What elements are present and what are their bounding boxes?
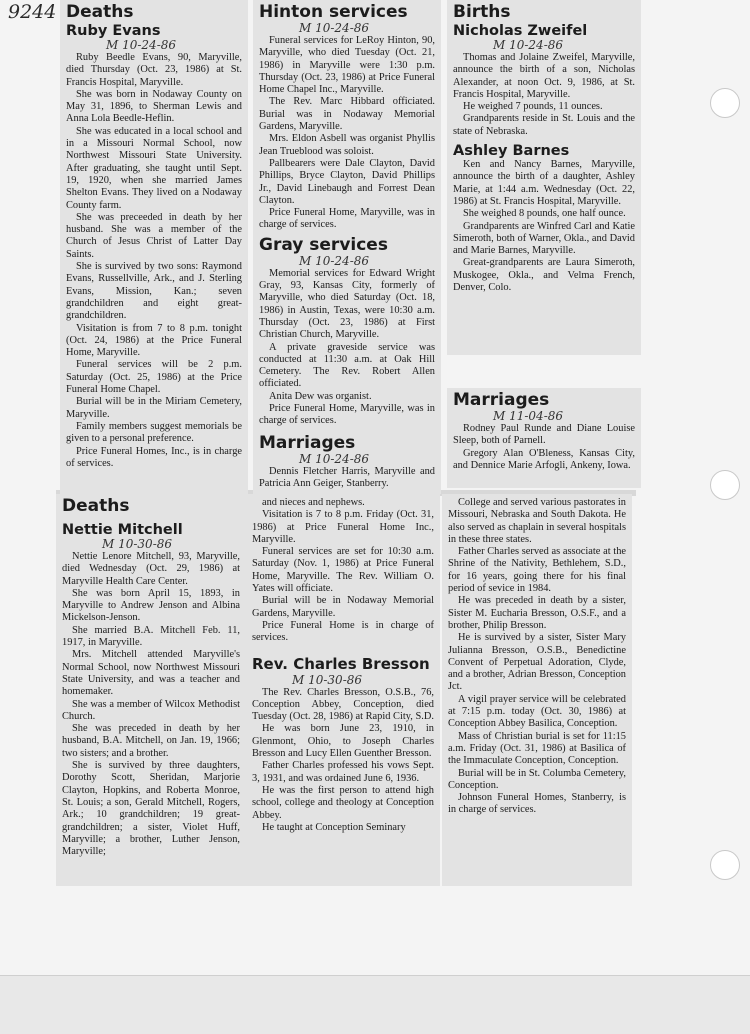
clipping-ruby-evans: [60, 0, 248, 494]
clipping-births: [447, 0, 641, 355]
article-paragraph: She was a member of Wilcox Methodist Church.: [62, 698, 240, 722]
birth-name: Nicholas Zweifel: [453, 23, 588, 39]
article-paragraph: He weighed 7 pounds, 11 ounces.: [463, 101, 603, 113]
birth-name: Ashley Barnes: [453, 143, 570, 160]
article-paragraph: He was the first person to attend high school, college and theology at Conception Abbey.: [252, 784, 434, 821]
clipping-nettie-mitchell: [56, 494, 246, 886]
article-paragraph: A vigil prayer service will be celebrated at 7:15 p.m. today (Oct. 30, 1986) at Conception Abbey Basilica, Conception.: [448, 693, 626, 730]
article-body: [66, 52, 242, 470]
article-paragraph: Johnson Funeral Homes, Stanberry, is in charge of services.: [448, 792, 626, 816]
section-heading: Births: [453, 2, 511, 22]
article-paragraph: She weighed 8 pounds, one half ounce.: [463, 208, 626, 220]
handwritten-date: M 10-24-86: [106, 38, 177, 52]
article-paragraph: She was born April 15, 1893, in Maryville to Andrew Jenson and Albina Mickelson-Jenson.: [62, 587, 240, 624]
article-paragraph: Burial will be in the Miriam Cemetery, Maryville.: [66, 396, 242, 420]
article-body: [448, 497, 626, 817]
section-heading: Deaths: [66, 2, 134, 22]
article-paragraph: and nieces and nephews.: [262, 497, 365, 508]
article-paragraph: Memorial services for Edward Wright Gray, 93, Kansas City, formerly of Maryville, who died Saturday (Oct. 18, 1986) in Austin, Texas, were 10:30 a.m. Thursday (Oct. 23, 1986) at First Christian Church, Maryville.: [259, 267, 435, 341]
punch-hole: [710, 470, 740, 500]
article-paragraph: The Rev. Charles Bresson, O.S.B., 76, Conception Abbey, Conception, died Tuesday (Oct. 28, 1986) at Rapid City, S.D.: [252, 686, 434, 723]
obituary-name: Ruby Evans: [66, 23, 161, 39]
punch-hole: [710, 850, 740, 880]
article-paragraph: Pallbearers were Dale Clayton, David Phillips, Bryce Clayton, David Phillips Jr., David Linebaugh and Forrest Dean Clayton.: [259, 157, 435, 206]
obituary-name: Nettie Mitchell: [62, 522, 183, 538]
clipping-hinton-gray: [253, 0, 441, 494]
article-paragraph: Nettie Lenore Mitchell, 93, Maryville, died Wednesday (Oct. 29, 1986) at Maryville Health Care Center.: [62, 551, 240, 587]
article-paragraph: Grandparents are Winfred Carl and Katie Simeroth, both of Warner, Okla., and David and Marie Barnes, Maryville.: [453, 220, 635, 257]
article-paragraph: Grandparents reside in St. Louis and the state of Nebraska.: [453, 113, 635, 137]
section-heading: Deaths: [62, 496, 130, 516]
article-paragraph: The Rev. Marc Hibbard officiated. Burial was in Nodaway Memorial Gardens, Maryville.: [259, 96, 435, 133]
article-paragraph: She is survived by three daughters, Dorothy Scott, Sheridan, Marjorie Clayton, Hopkins, and Roberta Monroe, St. Louis; a son, Gerald Mitchell, Rogers, Ark.; 10 grandchildren; 19 great-grandchildren; a sister, Violet Huff, Maryville; a brother, Luther Jenson, Maryville;: [62, 760, 240, 858]
article-paragraph: Thomas and Jolaine Zweifel, Maryville, announce the birth of a son, Nicholas Alexander, at noon Oct. 9, 1986, at St. Francis Hospital, Maryville.: [453, 52, 635, 100]
article-paragraph: Mrs. Eldon Asbell was organist Phyllis Jean Trueblood was soloist.: [259, 133, 435, 157]
article-body: [453, 423, 635, 472]
clipping-bresson-continued: [442, 494, 632, 886]
section-heading: Rev. Charles Bresson: [252, 654, 430, 673]
article-paragraph: Price Funeral Home, Maryville, was in charge of services.: [259, 403, 435, 427]
article-paragraph: Funeral services are set for 10:30 a.m. Saturday (Nov. 1, 1986) at Price Funeral Home, Maryville. The Rev. William O. Yates will officiate.: [252, 546, 434, 595]
article-paragraph: Funeral services will be 2 p.m. Saturday (Oct. 25, 1986) at the Price Funeral Home Chapel.: [66, 359, 242, 396]
article-paragraph: Visitation is 7 to 8 p.m. Friday (Oct. 31, 1986) at Price Funeral Home Inc., Maryville.: [252, 509, 434, 545]
article-paragraph: Father Charles professed his vows Sept. 3, 1931, and was ordained June 6, 1936.: [252, 760, 434, 784]
article-body: [259, 268, 435, 428]
article-paragraph: She is survived by two sons: Raymond Evans, Russellville, Ark., and J. Sterling Evans, Mission, Kan.; seven grandchildren and eight great-grandchildren.: [66, 261, 242, 322]
article-paragraph: Family members suggest memorials be given to a personal preference.: [66, 420, 242, 445]
article-paragraph: Ken and Nancy Barnes, Maryville, announce the birth of a daughter, Ashley Marie, at 1:44 a.m. Wednesday (Oct. 22, 1986) at St. Francis Hospital, Maryville.: [453, 159, 635, 207]
article-paragraph: She was born in Nodaway County on May 31, 1896, to Sherman Lewis and Anna Lola Beedle-Heflin.: [66, 88, 242, 125]
punch-hole: [710, 88, 740, 118]
article-body: [453, 159, 635, 294]
handwritten-date: M 11-04-86: [493, 409, 564, 423]
article-paragraph: He is survived by a sister, Sister Mary Julianna Bresson, O.S.B., Benedictine Convent of Perpetual Adoration, Clyde, and a brother, Adrian Bresson, Conception Jct.: [448, 632, 626, 693]
clipping-mitchell-bresson: [246, 494, 440, 886]
article-paragraph: Funeral services for LeRoy Hinton, 90, Maryville, who died Tuesday (Oct. 21, 1986) in Maryville were 1:30 p.m. Thursday (Oct. 23, 1986) at Price Funeral Home Chapel Inc., Maryville.: [259, 35, 435, 96]
article-paragraph: Ruby Beedle Evans, 90, Maryville, died Thursday (Oct. 23, 1986) at St. Francis Hospital, Maryville.: [66, 52, 242, 88]
article-body: [62, 551, 240, 858]
article-paragraph: He was born June 23, 1910, in Glenmont, Ohio, to Joseph Charles Bresson and Lucy Ellen Guenther Bresson.: [252, 723, 434, 760]
article-body: [252, 497, 434, 645]
article-paragraph: Mass of Christian burial is set for 11:15 a.m. Friday (Oct. 31, 1986) at Basilica of the Immaculate Conception, Conception.: [448, 730, 626, 767]
article-paragraph: She was preceeded in death by her husband. She was a member of the Church of Jesus Christ of Latter Day Saints.: [66, 211, 242, 260]
article-paragraph: Gregory Alan O'Bleness, Kansas City, and Dennice Marie Arfogli, Ankeny, Iowa.: [453, 447, 635, 471]
article-paragraph: A private graveside service was conducted at 11:30 a.m. at Oak Hill Cemetery. The Rev. Robert Allen officiated.: [259, 341, 435, 390]
article-paragraph: Great-grandparents are Laura Simeroth, Muskogee, Okla., and Velma French, Denver, Colo.: [453, 257, 635, 294]
section-heading: Marriages: [259, 432, 356, 453]
section-heading: Hinton services: [259, 2, 408, 22]
article-paragraph: Rodney Paul Runde and Diane Louise Sleep, both of Parnell.: [453, 423, 635, 447]
section-heading: Gray services: [259, 234, 388, 255]
article-paragraph: Anita Dew was organist.: [269, 390, 372, 402]
article-paragraph: Father Charles served as associate at the Shrine of the Nativity, Bethlehem, S.D., for 16 years, going there for his final period of sevice in 1984.: [448, 546, 626, 595]
section-heading: Marriages: [453, 390, 550, 410]
handwritten-date: M 10-24-86: [299, 253, 370, 268]
article-paragraph: Dennis Fletcher Harris, Maryville and Patricia Ann Geiger, Stanberry.: [259, 465, 435, 489]
article-body: [259, 35, 435, 232]
article-paragraph: College and served various pastorates in Missouri, Nebraska and South Dakota. He also served as chaplain in several hospitals in these three states.: [448, 497, 626, 545]
article-paragraph: Mrs. Mitchell attended Maryville's Normal School, now Northwest Missouri State University, and was a teacher and homemaker.: [62, 649, 240, 698]
article-paragraph: Burial will be in Nodaway Memorial Gardens, Maryville.: [252, 595, 434, 619]
article-paragraph: She was preceded in death by her husband, B.A. Mitchell, on Jan. 19, 1966; two sisters; and a brother.: [62, 723, 240, 759]
handwritten-date: M 10-24-86: [299, 21, 370, 35]
article-paragraph: She married B.A. Mitchell Feb. 11, 1917, in Maryville.: [62, 624, 240, 649]
handwritten-date: M 10-24-86: [493, 38, 564, 52]
article-paragraph: Price Funeral Home is in charge of services.: [252, 619, 434, 644]
page-bottom-edge: [0, 975, 750, 1034]
article-body: [259, 466, 435, 491]
handwritten-date: M 10-30-86: [292, 672, 363, 687]
article-paragraph: Price Funeral Home, Maryville, was in charge of services.: [259, 207, 435, 231]
handwritten-date: M 10-24-86: [299, 451, 370, 466]
article-paragraph: Price Funeral Homes, Inc., is in charge of services.: [66, 445, 242, 469]
article-paragraph: Visitation is from 7 to 8 p.m. tonight (Oct. 24, 1986) at the Price Funeral Home, Maryville.: [66, 322, 242, 359]
article-body: [252, 687, 434, 835]
article-body: [453, 52, 635, 138]
article-paragraph: She was educated in a local school and in a Missouri Normal School, now Northwest Missouri State University. After graduating, she taught until Sept. 19, 1920, when she married James Shelton Evans. They lived on a Nodaway County farm.: [66, 125, 242, 211]
clipping-marriages: [447, 388, 641, 488]
handwritten-date: M 10-30-86: [102, 537, 173, 551]
file-number: 9244: [8, 1, 57, 23]
article-paragraph: Burial will be in St. Columba Cemetery, Conception.: [448, 767, 626, 791]
article-paragraph: He was preceded in death by a sister, Sister M. Eucharia Bresson, O.S.F., and a brother, Philip Bresson.: [448, 595, 626, 631]
article-paragraph: He taught at Conception Seminary: [262, 821, 406, 833]
